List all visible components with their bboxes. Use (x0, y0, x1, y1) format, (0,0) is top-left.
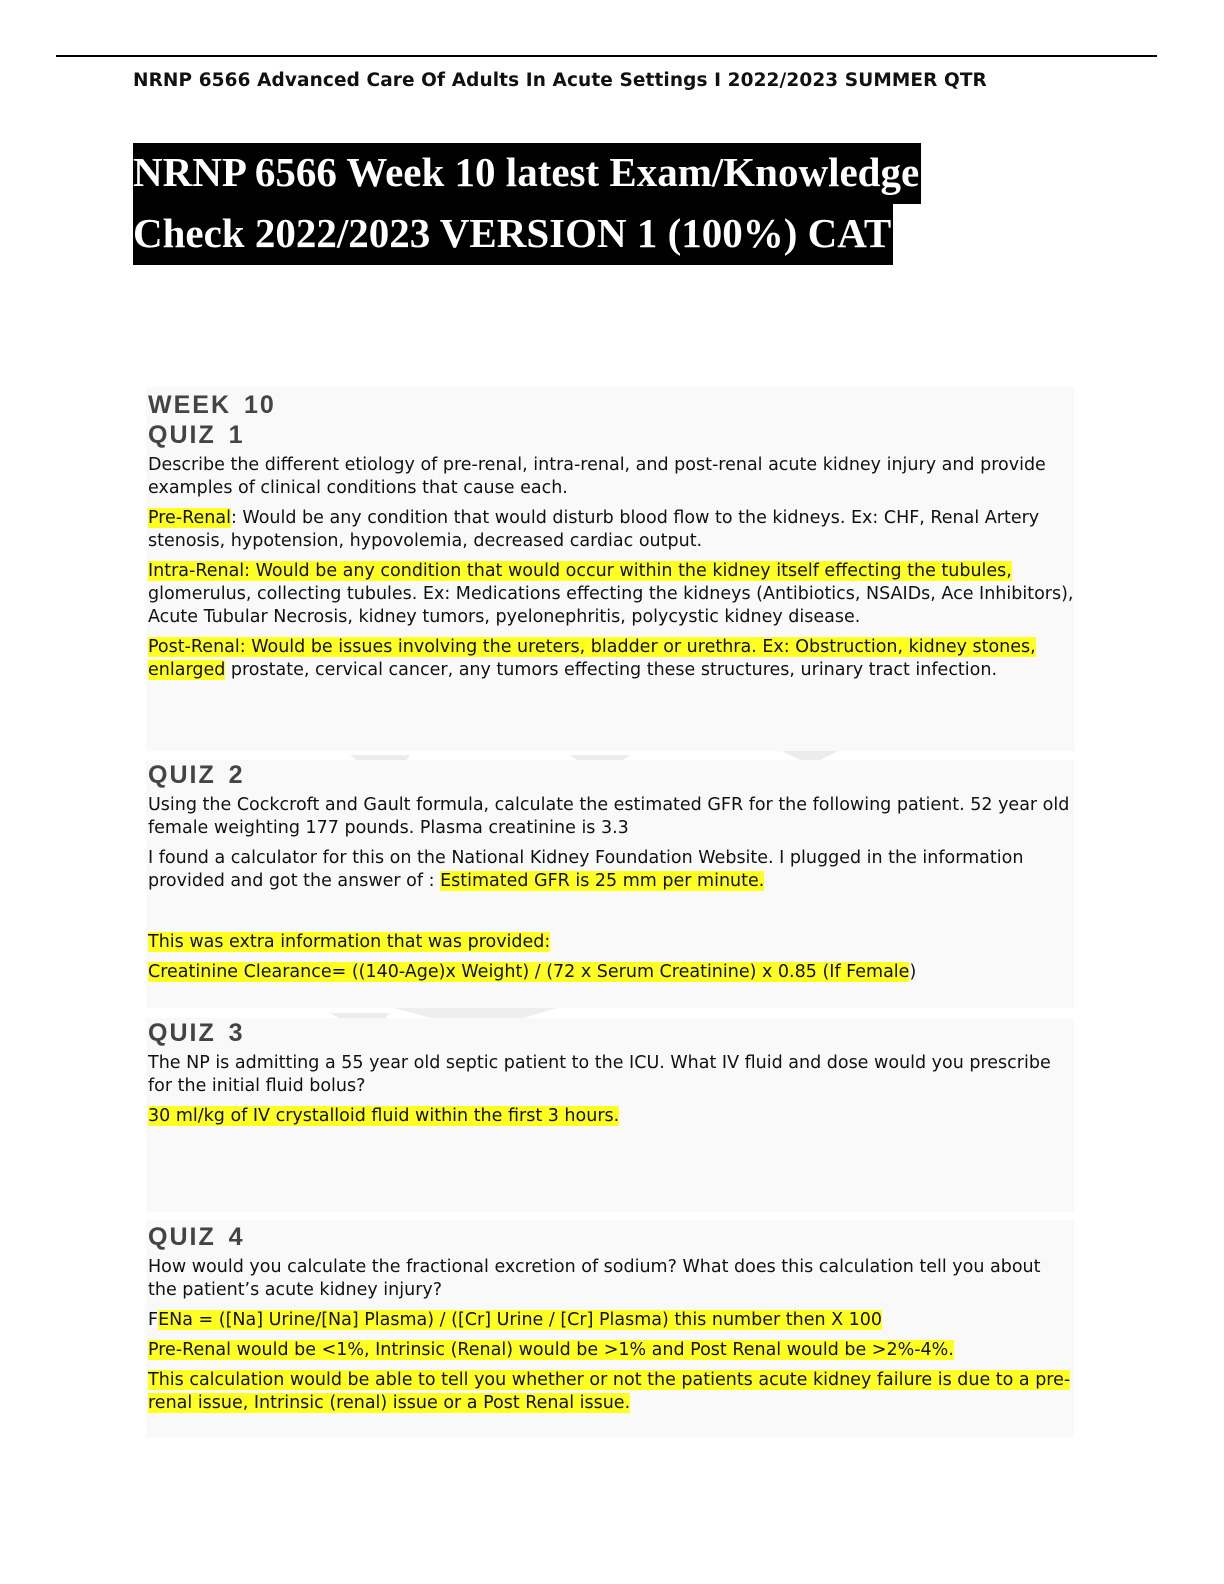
quiz-3-heading: QUIZ 3 (148, 1019, 245, 1047)
document-title (133, 143, 921, 265)
quiz-3-section (146, 1018, 1074, 1212)
answer-text: F (148, 1310, 159, 1330)
highlight: 30 ml/kg of IV crystalloid fluid within the first 3 hours. (148, 1106, 620, 1126)
highlight: ENa = ([Na] Urine/[Na] Plasma) / ([Cr] Urine / [Cr] Plasma) this number then X 100 (158, 1310, 883, 1330)
quiz-1-heading: QUIZ 1 (148, 421, 245, 449)
quiz-2-formula (148, 961, 1074, 984)
answer-text: glomerulus, collecting tubules. Ex: Medications effecting the kidneys (Antibiotics, NSAIDs, Ace Inhibitors), Acute Tubular Necrosis, kidney tumors, pyelonephritis, polycystic kidney disease. (148, 584, 1074, 627)
document-title-line-1: NRNP 6566 Week 10 latest Exam/Knowledge (133, 143, 921, 204)
highlight: Post-Renal: Would be issues involving the ureters, bladder or urethra. Ex: Obstruction, kidney stones, enlarged (148, 637, 1036, 680)
header-rule (56, 55, 1157, 57)
quiz-2-heading: QUIZ 2 (148, 761, 245, 789)
quiz-4-conclusion (148, 1369, 1074, 1415)
quiz-1-pre-renal-answer (148, 507, 1074, 553)
document-title-line-2: Check 2022/2023 VERSION 1 (100%) CAT (133, 204, 893, 265)
quiz-3-question: The NP is admitting a 55 year old septic patient to the ICU. What IV fluid and dose would you prescribe for the initial fluid bolus? (148, 1053, 1051, 1096)
quiz-4-question: How would you calculate the fractional excretion of sodium? What does this calculation tell you about the patient’s acute kidney injury? (148, 1257, 1041, 1300)
running-header: NRNP 6566 Advanced Care Of Adults In Acute Settings I 2022/2023 SUMMER QTR (133, 70, 987, 91)
highlight: Pre-Renal would be <1%, Intrinsic (Renal) would be >1% and Post Renal would be >2%-4%. (148, 1340, 954, 1360)
answer-text: I found a calculator for this on the National Kidney Foundation Website. I plugged in the information provided and got the answer of : (148, 848, 1024, 891)
answer-text: : Would be any condition that would disturb blood flow to the kidneys. Ex: CHF, Renal Artery stenosis, hypotension, hypovolemia, decreased cardiac output. (148, 508, 1040, 551)
quiz-2-question: Using the Cockcroft and Gault formula, calculate the estimated GFR for the following patient. 52 year old female weighting 177 pounds. Plasma creatinine is 3.3 (148, 795, 1070, 838)
highlight: This calculation would be able to tell you whether or not the patients acute kidney failure is due to a pre-renal issue, Intrinsic (renal) issue or a Post Renal issue. (148, 1370, 1071, 1413)
quiz-3-answer (148, 1105, 1074, 1128)
quiz-4-heading: QUIZ 4 (148, 1223, 245, 1251)
highlight: This was extra information that was provided: (148, 932, 551, 952)
highlight: Pre-Renal (148, 508, 231, 528)
quiz-1-question: Describe the different etiology of pre-renal, intra-renal, and post-renal acute kidney injury and provide examples of clinical conditions that cause each. (148, 455, 1046, 498)
week-label: WEEK 10 (148, 391, 276, 419)
quiz-4-formula (148, 1309, 1074, 1332)
quiz-4-section (146, 1220, 1074, 1438)
quiz-2-extra-info (148, 931, 1074, 954)
highlight: Estimated GFR is 25 mm per minute. (440, 871, 765, 891)
highlight: Intra-Renal: Would be any condition that would occur within the kidney itself effecting the tubules, (148, 561, 1012, 581)
answer-text: prostate, cervical cancer, any tumors effecting these structures, urinary tract infection. (225, 660, 998, 680)
quiz-1-section (146, 387, 1074, 751)
quiz-4-ranges (148, 1339, 1074, 1362)
quiz-1-intra-renal-answer (148, 560, 1074, 629)
formula-tail: ) (909, 962, 917, 982)
highlight: Creatinine Clearance= ((140-Age)x Weight) / (72 x Serum Creatinine) x 0.85 (If Female (148, 962, 910, 982)
quiz-2-answer (148, 847, 1074, 893)
quiz-1-post-renal-answer (148, 636, 1074, 682)
quiz-2-section (146, 760, 1074, 1008)
